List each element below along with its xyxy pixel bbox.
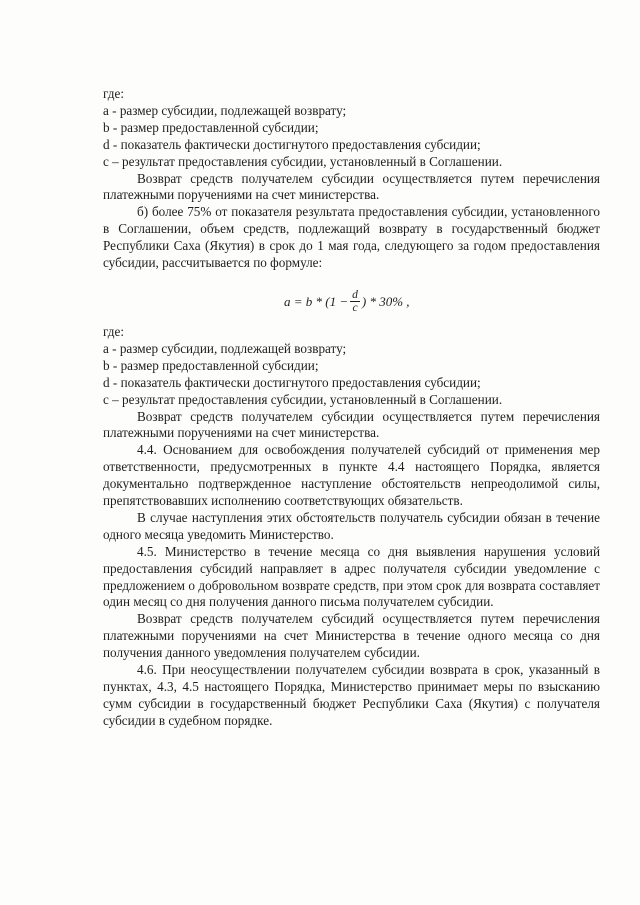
definition-b-1: b - размер предоставленной субсидии; xyxy=(103,119,319,135)
definition-a-2: а - размер субсидии, подлежащей возврату; xyxy=(103,340,347,356)
document-body xyxy=(103,86,600,730)
paragraph-b: б) более 75% от показателя результата предоставления субсидии, установленного в Соглашении, объем средств, подлежащий возврату в государственный бюджет Республики Саха (Якутия) в срок до 1 мая года, следующего за годом предоставления субсидии, рассчитывается по формуле: xyxy=(103,204,600,271)
paragraph-notice: В случае наступления этих обстоятельств получатель субсидии обязан в течение одного месяца уведомить Министерство. xyxy=(103,509,600,542)
return-formula xyxy=(284,289,410,314)
formula-denominator: c xyxy=(352,302,358,314)
return-paragraph-2: Возврат средств получателем субсидии осуществляется путем перечисления платежными поручениями на счет министерства. xyxy=(103,408,600,441)
return-paragraph-3: Возврат средств получателем субсидий осуществляется путем перечисления платежными поручениями на счет Министерства в течение одного месяца со дня получения данного уведомления получателем субсидии. xyxy=(103,611,600,661)
where-label-2: где: xyxy=(103,323,124,339)
formula-numerator: d xyxy=(352,289,358,301)
paragraph-4-4: 4.4. Основанием для освобождения получателей субсидий от применения мер ответственности, предусмотренных в пункте 4.4 настоящего Порядка, является документально подтвержденное наступление обстоятельств непреодолимой силы, препятствовавших исполнению соответствующих обязательств. xyxy=(103,442,600,509)
definition-b-2: b - размер предоставленной субсидии; xyxy=(103,357,319,373)
definition-a-1: а - размер субсидии, подлежащей возврату; xyxy=(103,102,347,118)
return-paragraph-1: Возврат средств получателем субсидии осуществляется путем перечисления платежными поручениями на счет министерства. xyxy=(103,170,600,203)
definition-d-2: d - показатель фактически достигнутого предоставления субсидии; xyxy=(103,374,481,390)
definition-c-1: с – результат предоставления субсидии, установленный в Соглашении. xyxy=(103,153,503,169)
definition-d-1: d - показатель фактически достигнутого предоставления субсидии; xyxy=(103,136,481,152)
formula-fraction xyxy=(350,289,360,314)
formula-left: a = b * (1 − xyxy=(284,293,349,309)
where-label-1: где: xyxy=(103,86,124,101)
definition-c-2: с – результат предоставления субсидии, установленный в Соглашении. xyxy=(103,391,503,407)
paragraph-4-5: 4.5. Министерство в течение месяца со дня выявления нарушения условий предоставления субсидий направляет в адрес получателя субсидии уведомление с предложением о добровольном возврате средств, при этом срок для возврата составляет один месяц со дня получения данного письма получателем субсидии. xyxy=(103,543,600,610)
formula-right: ) * 30% , xyxy=(361,293,410,309)
paragraph-4-6: 4.6. При неосуществлении получателем субсидии возврата в срок, указанный в пунктах, 4.3, 4.5 настоящего Порядка, Министерство принимает меры по взысканию сумм субсидии в государственный бюджет Республики Саха (Якутия) с получателя субсидии в судебном порядке. xyxy=(103,662,600,728)
